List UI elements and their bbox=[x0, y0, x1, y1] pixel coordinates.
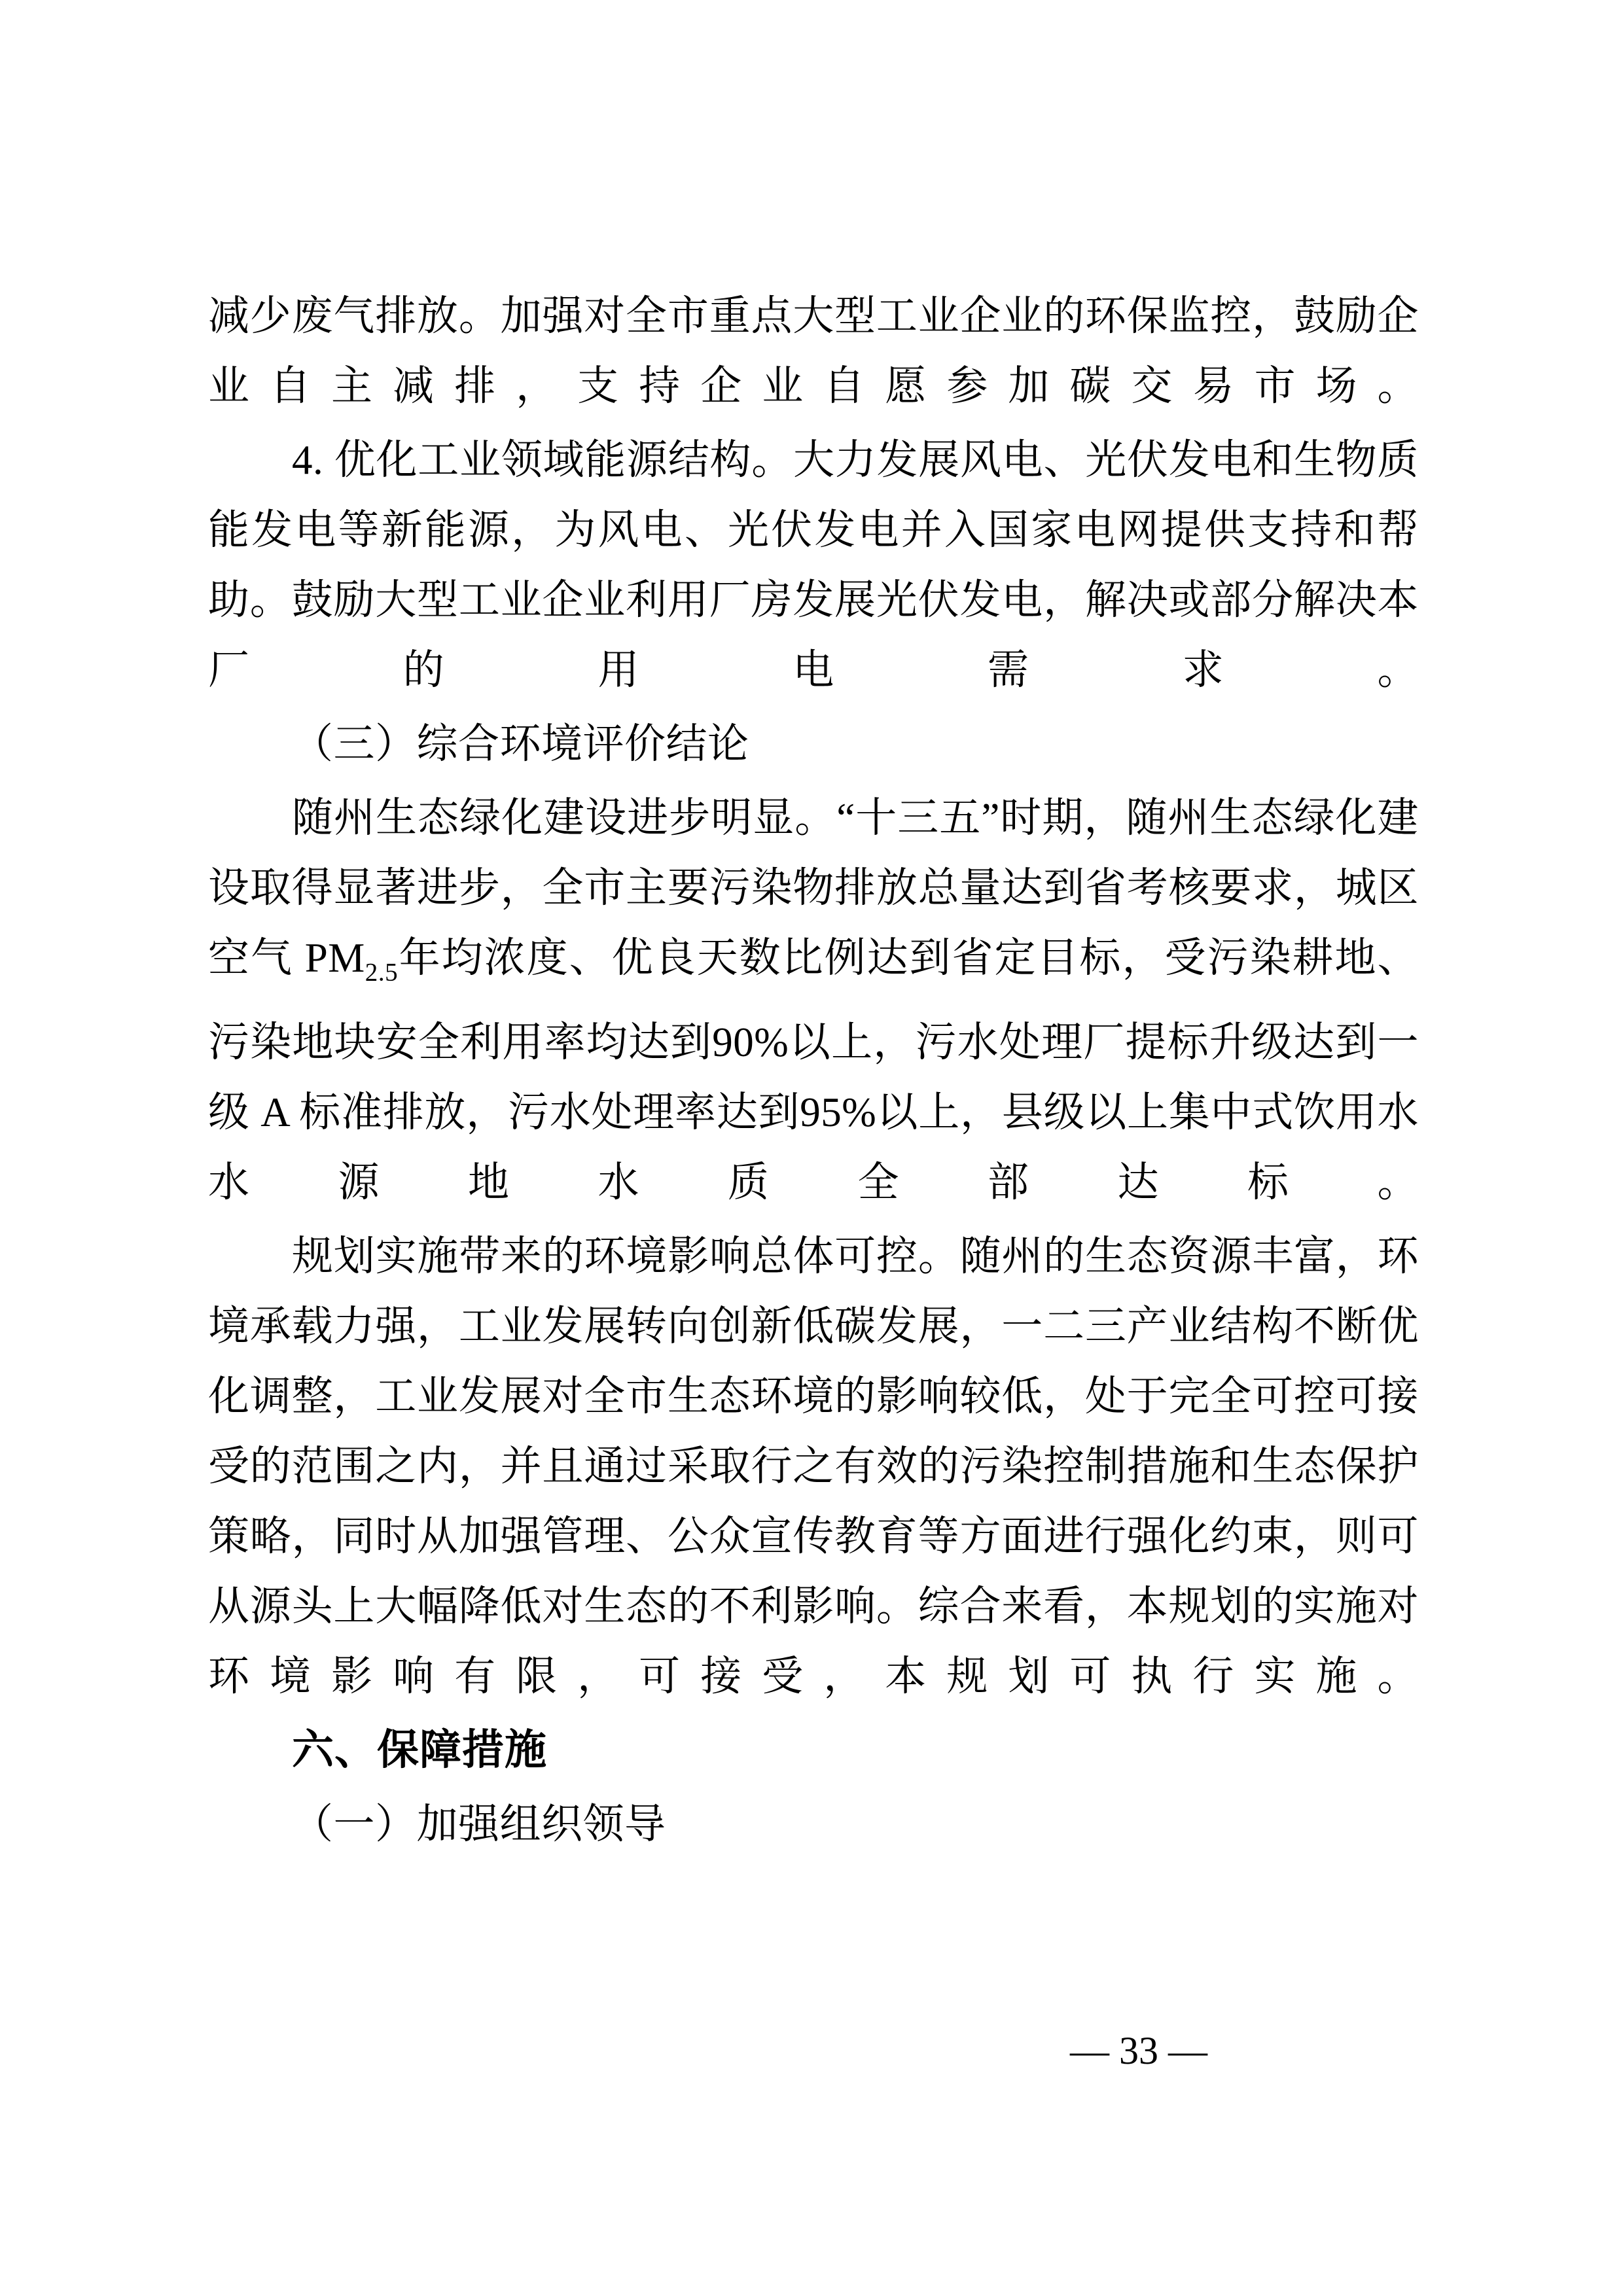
page-footer bbox=[0, 2028, 1623, 2074]
subscript-value: 2.5 bbox=[365, 958, 399, 987]
paragraph-body-rich bbox=[208, 783, 1419, 1218]
page-number: — 33 — bbox=[1070, 2029, 1207, 2072]
paragraph-body: 4. 优化工业领域能源结构。大力发展风电、光伏发电和生物质能发电等新能源，为风电、光伏发电并入国家电网提供支持和帮助。鼓励大型工业企业利用厂房发展光伏发电，解决或部分解决本厂的用电需求。 bbox=[208, 437, 1419, 693]
page-content bbox=[208, 281, 1419, 1863]
paragraph-body: 规划实施带来的环境影响总体可控。随州的生态资源丰富，环境承载力强，工业发展转向创新低碳发展，一二三产业结构不断优化调整，工业发展对全市生态环境的影响较低，处于完全可控可接受的范围之内，并且通过采取行之有效的污染控制措施和生态保护策略，同时从加强管理、公众宣传教育等方面进行强化约束，则可从源头上大幅降低对生态的不利影响。综合来看，本规划的实施对环境影响有限，可接受，本规划可执行实施。 bbox=[208, 1233, 1419, 1699]
section-subheading: （三）综合环境评价结论 bbox=[292, 721, 749, 767]
paragraph-text-before: 随州生态绿化建设进步明显。“十三五”时期，随州生态绿化建设取得显著进步，全市主要污染物排放总量达到省考核要求，城区空气 PM bbox=[208, 795, 1419, 981]
section-subheading: （一）加强组织领导 bbox=[292, 1801, 666, 1847]
paragraph-body: 减少废气排放。加强对全市重点大型工业企业的环保监控，鼓励企业自主减排，支持企业自愿参加碳交易市场。 bbox=[208, 293, 1419, 409]
paragraph-text-after: 年均浓度、优良天数比例达到省定目标，受污染耕地、污染地块安全利用率均达到90%以上，污水处理厂提标升级达到一级 A 标准排放，污水处理率达到95%以上，县级以上集中式饮用水水源地水质全部达标。 bbox=[208, 935, 1419, 1205]
section-heading: 六、保障措施 bbox=[292, 1725, 547, 1775]
